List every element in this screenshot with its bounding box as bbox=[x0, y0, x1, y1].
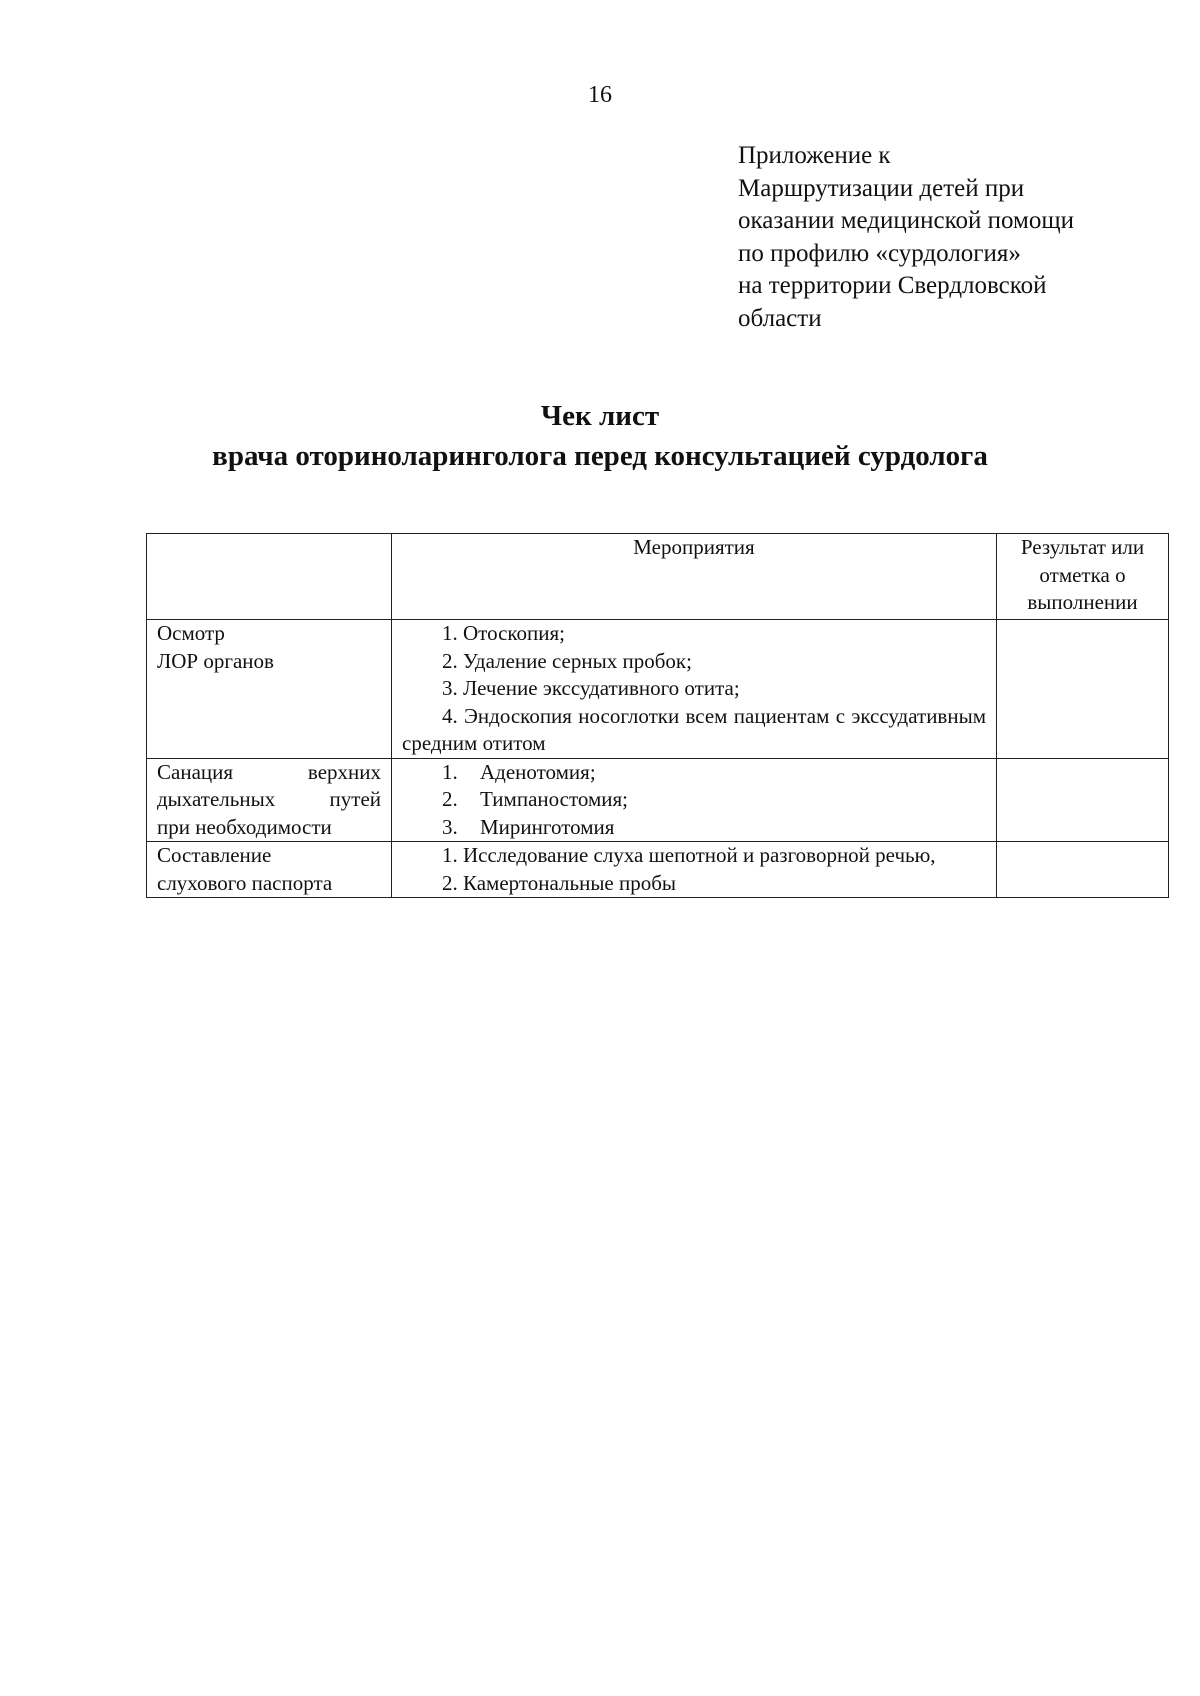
result-cell[interactable] bbox=[997, 620, 1169, 759]
item-text: Тимпаностомия; bbox=[480, 787, 628, 811]
title-line-1: Чек лист bbox=[540, 400, 660, 432]
measure-item: 2. Удаление серных пробок; bbox=[442, 648, 692, 673]
appendix-line: оказании медицинской помощи bbox=[738, 207, 1074, 234]
measure-item bbox=[402, 759, 986, 787]
section-cell bbox=[147, 620, 392, 759]
measure-item: 2. Камертональные пробы bbox=[442, 870, 677, 895]
table-row bbox=[147, 620, 1169, 759]
header-cell-result: Результат или отметка о выполнении bbox=[997, 534, 1169, 620]
section-line: Осмотр bbox=[157, 621, 225, 645]
measures-cell bbox=[392, 758, 997, 842]
measure-item bbox=[402, 814, 986, 842]
table-row bbox=[147, 758, 1169, 842]
appendix-line: области bbox=[738, 304, 822, 332]
section-cell bbox=[147, 758, 392, 842]
measure-item: 1. Исследование слуха шепотной и разговорной речью, bbox=[442, 843, 936, 867]
section-line: дыхательных путей bbox=[157, 787, 381, 811]
checklist-table bbox=[146, 533, 1169, 898]
measure-item: 3. Лечение экссудативного отита; bbox=[442, 676, 740, 700]
page-number: 16 bbox=[588, 82, 612, 108]
appendix-line: Приложение к bbox=[738, 142, 891, 169]
item-text: Миринготомия bbox=[480, 814, 615, 839]
title-line-2: врача оториноларинголога перед консультацией сурдолога bbox=[212, 440, 988, 472]
header-cell-section bbox=[147, 534, 392, 620]
item-text: Аденотомия; bbox=[480, 759, 596, 784]
document-title bbox=[0, 396, 1200, 476]
section-line: при необходимости bbox=[157, 814, 332, 839]
table-header-row bbox=[147, 534, 1169, 620]
section-line: слухового паспорта bbox=[157, 870, 333, 895]
appendix-line: Маршрутизации детей при bbox=[738, 174, 1025, 202]
measures-cell bbox=[392, 842, 997, 898]
section-line: ЛОР органов bbox=[157, 648, 274, 673]
appendix-line: по профилю «сурдология» bbox=[738, 239, 1021, 267]
section-line: Санация верхних bbox=[157, 759, 381, 784]
section-line: Составление bbox=[157, 843, 272, 867]
appendix-line: на территории Свердловской bbox=[738, 272, 1047, 299]
measure-item bbox=[402, 786, 986, 814]
measure-item: 4. Эндоскопия носоглотки всем пациентам с экссудативным средним отитом bbox=[402, 703, 986, 755]
table-row bbox=[147, 842, 1169, 898]
result-cell[interactable] bbox=[997, 758, 1169, 842]
item-number: 1. bbox=[442, 759, 458, 784]
result-cell[interactable] bbox=[997, 842, 1169, 898]
header-cell-measures: Мероприятия bbox=[392, 534, 997, 620]
item-number: 2. bbox=[442, 787, 458, 811]
item-number: 3. bbox=[442, 814, 458, 839]
appendix-note bbox=[738, 140, 1178, 335]
section-cell bbox=[147, 842, 392, 898]
measure-item: 1. Отоскопия; bbox=[442, 621, 566, 645]
measures-cell bbox=[392, 620, 997, 759]
